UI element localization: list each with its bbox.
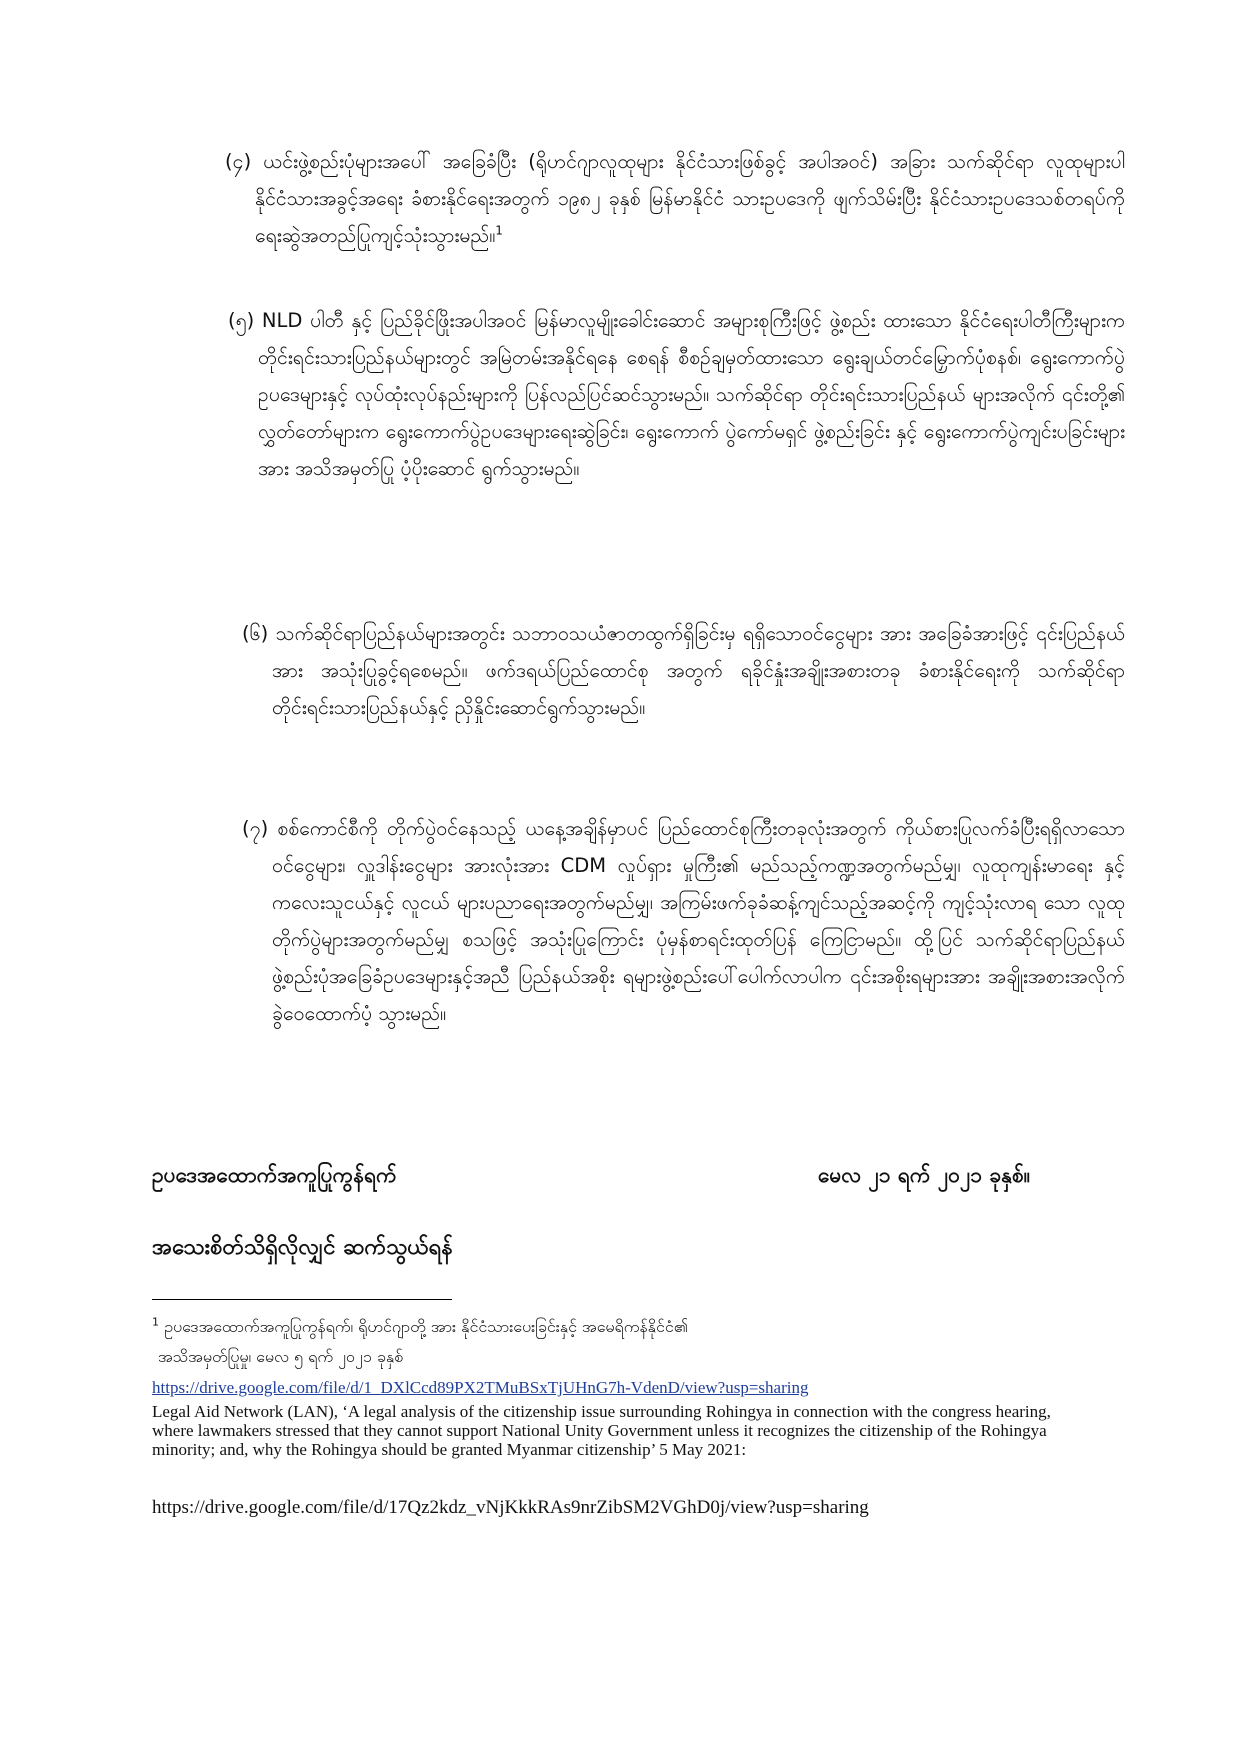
- paragraph-6: [242, 615, 1125, 726]
- footnote-text: ဥပဒေအထောက်အကူပြုကွန်ရက်၊ ရိုဟင်ဂျာတို့ အား နိုင်ငံသားပေးခြင်းနှင့် အမေရိကန်နိုင်ငံ၏: [164, 1317, 688, 1336]
- paragraph-text: NLD ပါတီ နှင့် ပြည်ခိုင်ဖြိုးအပါအဝင် မြန်မာလူမျိုးခေါင်းဆောင် အများစုကြီးဖြင့် ဖွဲ့စည်း ထားသော နိုင်ငံရေးပါတီကြီးများက တိုင်းရင်းသားပြည်နယ်များတွင် အမြဲတမ်းအနိုင်ရနေ စေရန် စီစဉ်ချမှတ်ထားသော ရွေးချယ်တင်မြှောက်ပုံစနစ်၊ ရွေးကောက်ပွဲဥပဒေများနှင့် လုပ်ထုံးလုပ်နည်းများကို ပြန်လည်ပြင်ဆင်သွားမည်။ သက်ဆိုင်ရာ တိုင်းရင်းသားပြည်နယ် များအလိုက် ၎င်းတို့၏ လွှတ်တော်များက ရွေးကောက်ပွဲဥပဒေများရေးဆွဲခြင်း၊ ရွေးကောက် ပွဲကော်မရှင် ဖွဲ့စည်းခြင်း နှင့် ရွေးကောက်ပွဲကျင်းပခြင်းများအား အသိအမှတ်ပြု ပံ့ပိုးဆောင် ရွက်သွားမည်။: [258, 309, 1125, 480]
- signature-organization: ဥပဒေအထောက်အကူပြုကွန်ရက်: [152, 1163, 397, 1187]
- contact-heading: အသေးစိတ်သိရှိလိုလျှင် ဆက်သွယ်ရန်: [152, 1235, 453, 1260]
- footnote-link-english[interactable]: https://drive.google.com/file/d/17Qz2kdz_vNjKkkRAs9nrZibSM2VGhD0j/view?usp=sharing: [152, 1497, 869, 1518]
- paragraph-number: (၄): [225, 150, 252, 173]
- footnote-link-burmese[interactable]: https://drive.google.com/file/d/1_DXlCcd89PX2TMuBSxTjUHnG7h-VdenD/view?usp=sharing: [152, 1378, 809, 1397]
- paragraph-number: (၆): [242, 622, 269, 645]
- footnote-divider: [152, 1299, 452, 1300]
- signature-date: မေလ ၂၁ ရက် ၂၀၂၁ ခုနှစ်။: [818, 1163, 1031, 1187]
- paragraph-text: သက်ဆိုင်ရာပြည်နယ်များအတွင်း သဘာဝသယံဇာတထွက်ရှိခြင်းမှ ရရှိသောဝင်ငွေများ အား အခြေခံအားဖြင့် ၎င်းပြည်နယ်အား အသုံးပြုခွင့်ရစေမည်။ ဖက်ဒရယ်ပြည်ထောင်စု အတွက် ရခိုင်နှုံးအချိုးအစားတခု ခံစားနိုင်ရေးကို သက်ဆိုင်ရာ တိုင်းရင်းသားပြည်နယ်နှင့် ညှိနှိုင်းဆောင်ရွက်သွားမည်။: [272, 622, 1125, 719]
- footnote-burmese-line1: [152, 1317, 1087, 1337]
- paragraph-number: (၇): [242, 817, 269, 840]
- paragraph-number: (၅): [228, 309, 255, 332]
- paragraph-4: [225, 143, 1125, 254]
- paragraph-5: [228, 302, 1125, 487]
- footnote-marker: 1: [152, 1315, 159, 1329]
- paragraph-7: [242, 810, 1125, 1032]
- paragraph-text: ယင်းဖွဲ့စည်းပုံများအပေါ် အခြေခံပြီး (ရိုဟင်ဂျာလူထုများ နိုင်ငံသားဖြစ်ခွင့် အပါအဝင်) အခြား သက်ဆိုင်ရာ လူထုများပါ နိုင်ငံသားအခွင့်အရေး ခံစားနိုင်ရေးအတွက် ၁၉၈၂ ခုနှစ် မြန်မာနိုင်ငံ သားဥပဒေကို ဖျက်သိမ်းပြီး နိုင်ငံသားဥပဒေသစ်တရပ်ကို ရေးဆွဲအတည်ပြုကျင့်သုံးသွားမည်။: [255, 150, 1125, 247]
- footnote-reference[interactable]: 1: [495, 223, 503, 238]
- footnote-english-citation: Legal Aid Network (LAN), ‘A legal analysis of the citizenship issue surrounding Rohingya in connection with the congress hearing, where lawmakers stressed that they cannot support National Unity Government unless it recognizes the citizenship of the Rohingya minority; and, why the Rohingya should be granted Myanmar citizenship’ 5 May 2021:: [152, 1402, 1051, 1459]
- paragraph-text: စစ်ကောင်စီကို တိုက်ပွဲဝင်နေသည့် ယနေ့အချိန်မှာပင် ပြည်ထောင်စုကြီးတခုလုံးအတွက် ကိုယ်စားပြုလက်ခံပြီးရရှိလာသော ဝင်ငွေများ၊ လှူဒါန်းငွေများ အားလုံးအား CDM လှုပ်ရှား မှုကြီး၏ မည်သည့်ကဏ္ဍအတွက်မည်မျှ၊ လူထုကျန်းမာရေး နှင့် ကလေးသူငယ်နှင့် လူငယ် များပညာရေးအတွက်မည်မျှ၊ အကြမ်းဖက်ခုခံဆန့်ကျင်သည့်အဆင့်ကို ကျင့်သုံးလာရ သော လူထုတိုက်ပွဲများအတွက်မည်မျှ စသဖြင့် အသုံးပြုကြောင်း ပုံမှန်စာရင်းထုတ်ပြန် ကြေငြာမည်။ ထို့ပြင် သက်ဆိုင်ရာပြည်နယ်ဖွဲ့စည်းပုံအခြေခံဥပဒေများနှင့်အညီ ပြည်နယ်အစိုး ရများဖွဲ့စည်းပေါ်ပေါက်လာပါက ၎င်းအစိုးရများအား အချိုးအစားအလိုက် ခွဲဝေထောက်ပံ့ သွားမည်။: [272, 817, 1125, 1025]
- footnote-burmese-line2: အသိအမှတ်ပြုမှု၊ မေလ ၅ ရက် ၂၀၂၁ ခုနှစ်: [158, 1347, 404, 1366]
